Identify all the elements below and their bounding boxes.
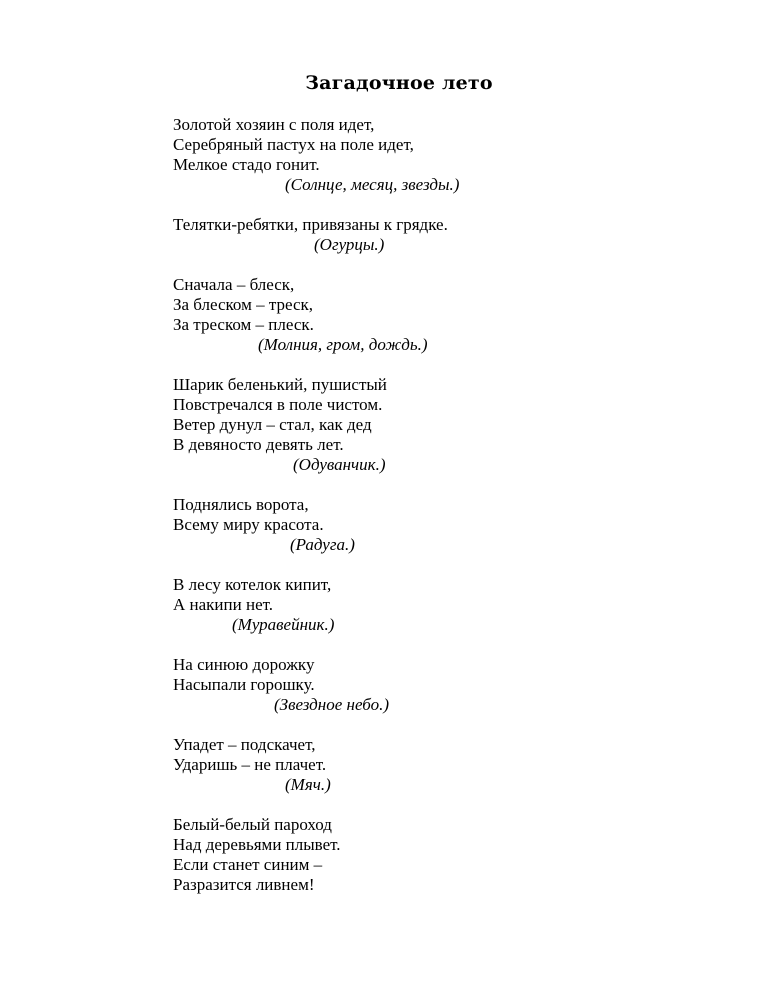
riddle-5 — [173, 495, 713, 555]
riddle-line: В лесу котелок кипит, — [173, 575, 332, 594]
riddles-list — [173, 115, 713, 915]
riddle-line: Всему миру красота. — [173, 515, 324, 534]
riddle-line: На синюю дорожку — [173, 655, 315, 674]
riddle-answer: (Огурцы.) — [314, 235, 385, 254]
riddle-answer: (Молния, гром, дождь.) — [258, 335, 428, 354]
riddle-7 — [173, 655, 713, 715]
riddle-1 — [173, 115, 713, 195]
riddle-line: Разразится ливнем! — [173, 875, 315, 894]
riddle-line: В девяносто девять лет. — [173, 435, 344, 454]
riddle-line: Серебряный пастух на поле идет, — [173, 135, 414, 154]
riddle-answer: (Радуга.) — [290, 535, 355, 554]
riddle-answer: (Солнце, месяц, звезды.) — [285, 175, 460, 194]
riddle-line: Сначала – блеск, — [173, 275, 295, 294]
riddle-line: Упадет – подскачет, — [173, 735, 316, 754]
riddle-line: Повстречался в поле чистом. — [173, 395, 383, 414]
riddle-line: А накипи нет. — [173, 595, 274, 614]
riddle-line: Поднялись ворота, — [173, 495, 309, 514]
riddle-line: Насыпали горошку. — [173, 675, 315, 694]
riddle-line: За треском – плеск. — [173, 315, 314, 334]
riddle-2 — [173, 215, 713, 255]
riddle-line: Шарик беленький, пушистый — [173, 375, 387, 394]
riddle-answer: (Одуванчик.) — [293, 455, 386, 474]
riddle-answer: (Муравейник.) — [232, 615, 335, 634]
riddle-4 — [173, 375, 713, 475]
riddle-line: Мелкое стадо гонит. — [173, 155, 320, 174]
riddle-line: Если станет синим – — [173, 855, 323, 874]
page-title: Загадочное лето — [305, 72, 493, 94]
riddle-9 — [173, 815, 713, 895]
riddle-line: Над деревьями плывет. — [173, 835, 341, 854]
riddle-line: Ударишь – не плачет. — [173, 755, 327, 774]
riddle-6 — [173, 575, 713, 635]
riddle-line: За блеском – треск, — [173, 295, 314, 314]
riddle-3 — [173, 275, 713, 355]
riddle-line: Телятки-ребятки, привязаны к грядке. — [173, 215, 448, 234]
riddle-answer: (Звездное небо.) — [274, 695, 390, 714]
riddle-answer: (Мяч.) — [285, 775, 331, 794]
riddle-8 — [173, 735, 713, 795]
riddle-line: Белый-белый пароход — [173, 815, 332, 834]
riddle-line: Ветер дунул – стал, как дед — [173, 415, 372, 434]
riddle-line: Золотой хозяин с поля идет, — [173, 115, 375, 134]
